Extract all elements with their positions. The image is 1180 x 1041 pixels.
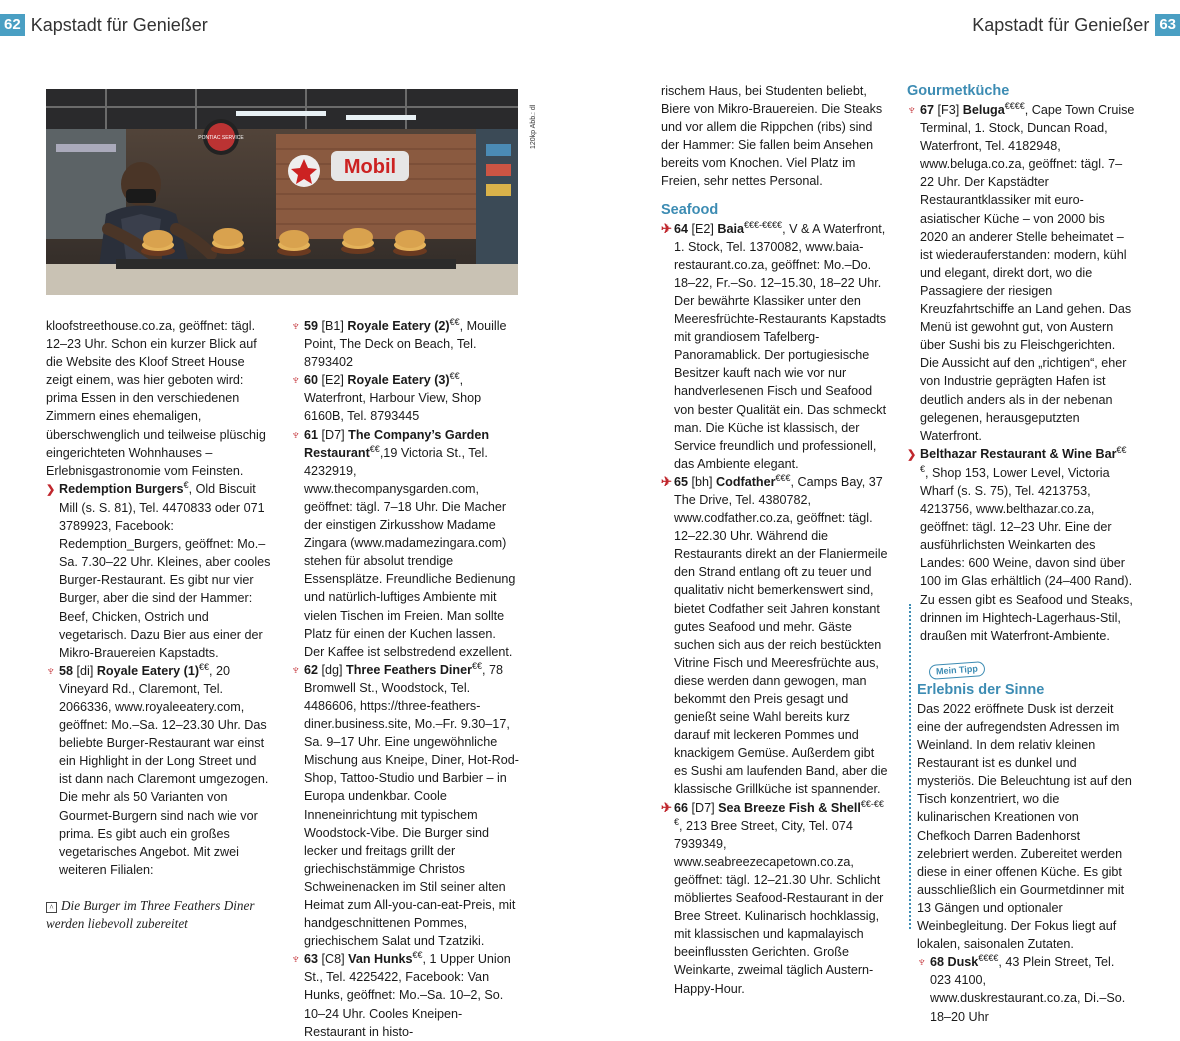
listing-text: , V & A Waterfront, 1. Stock, Tel. 1370082, www.baia-restaurant.co.za, geöffnet: Mo.–Do. 18–22, Fr.–So. 12–15.30, 18–22 Uhr. Der bewährte Klassiker unter den Meeresfrüchte-Restaurants Kapstadts mit grandiosem Tafelberg-Panoramablick. Der portugiesische Besitzer kauft nach wie vor nur handverlesenen Fisch und Seafood von bester Qualität ein. Das schmeckt man. Die Küche ist klassisch, der Service freundlich und professionell, das Ambiente elegant. [674, 221, 887, 471]
price-level: €€ [449, 316, 460, 327]
column-1 [46, 317, 272, 879]
listing-name: Baia [717, 221, 745, 236]
listing-codfather [661, 473, 889, 799]
listing-royale-eatery-2 [291, 317, 519, 371]
listing-number: 66 [674, 800, 689, 815]
listing-number: 63 [304, 952, 319, 967]
tip-dotted-rule [909, 604, 911, 929]
listing-text: , 1 Upper Union St., Tel. 4225422, Facebook: Van Hunks, geöffnet: Mo.–Sa. 10–2, So. 10–24 Uhr. Cooles Kneipen-Restaurant in histo- [304, 952, 511, 1039]
fish-icon: ✈ [661, 220, 672, 236]
listing-text: , Camps Bay, 37 The Drive, Tel. 4380782, www.codfather.co.za, geöffnet: tägl. 12–22.30 Uhr. Während die Restaurants direkt an der Flaniermeile den Strand entlang oft zu teuer und qualitativ nicht bemerkenswert sind, bietet Codfather seit Jahren konstant gutes Seafood und mehr. Gäste suchen sich aus der reich bestückten Vitrine Fisch und Meeresfrüchte aus, diese werden dann gewogen, man bekommt den Preis gesagt und genießt seine Wahl bereits kurz darauf mit leckeren Pommes und knackigem Gemüse. Außerdem gibt es Sushi am laufenden Band, aber die klassische Grillküche ist spannender. [674, 474, 888, 797]
listing-name: Royale Eatery (1) [96, 663, 200, 678]
pontiac-sign-text: PONTIAC SERVICE [198, 135, 244, 141]
price-level: €€€ [775, 472, 791, 483]
listing-name: Three Feathers Diner [346, 662, 473, 677]
price-level: €€ [449, 371, 460, 382]
listing-belthazar [907, 445, 1135, 645]
listing-number: 61 [304, 427, 319, 442]
listing-dusk [917, 953, 1135, 1025]
map-grid-ref: [di] [76, 663, 94, 678]
chevron-right-icon: ❯ [46, 483, 56, 496]
tip-title: Erlebnis der Sinne [917, 681, 1045, 698]
listing-baia [661, 220, 889, 473]
listing-name: Van Hunks [348, 952, 413, 967]
listing-number: 62 [304, 662, 319, 677]
map-grid-ref: [E2] [321, 373, 344, 388]
listing-sea-breeze [661, 799, 889, 998]
listing-number: 65 [674, 474, 689, 489]
restaurant-icon: ♆ [917, 954, 927, 970]
listing-redemption-burgers [46, 480, 272, 662]
listing-number: 67 [920, 103, 935, 117]
price-level: €€ [199, 661, 210, 672]
listing-name: Beluga [962, 103, 1005, 117]
listing-number: 68 [930, 955, 945, 970]
listing-text: , Cape Town Cruise Terminal, 1. Stock, Duncan Road, Waterfront, Tel. 4182948, www.beluga.co.za, geöffnet: tägl. 7–22 Uhr. Der Kapstädter Restaurantklassiker mit euro-asiatischer Küche – von 2000 bis 2020 an anderer Stelle beheimatet – ist wiederauferstanden: modern, kühl und elegant, direkt dort, wo die Passagiere der riesigen Kreuzfahrtschiffe an Land gehen. Das Menü ist gewohnt gut, von Austern über Sushi bis zu Fleischgerichten. Die Aussicht auf den „richtigen“, eher von Industrie geprägten Hafen ist deutlich anders als in der nebenan gelegenen, herausgeputzten Waterfront. [920, 103, 1135, 443]
right-page-header [966, 14, 1180, 36]
restaurant-icon: ♆ [291, 318, 301, 333]
left-page-header [0, 14, 214, 36]
listing-text: , Old Biscuit Mill (s. S. 81), Tel. 4470833 oder 071 3789923, Facebook: Redemption_Burgers, geöffnet: Mo.–Sa. 7.30–22 Uhr. Kleines, aber cooles Burger-Restaurant. Es gibt nur vier Burger, aber die sind der Hammer: Beef, Chicken, Ostrich und vegetarisch. Dazu Bier aus einer der Mikro-Brauereien Kapstadts. [59, 481, 271, 660]
mobil-sign-text: Mobil [343, 156, 397, 178]
kloof-street-house-continuation: kloofstreethouse.co.za, geöffnet: tägl. 12–23 Uhr. Schon ein kurzer Blick auf die Website des Kloof Street House zeigt einem, was hier geboten wird: prima Essen in den verschiedenen Zimmern eines ehemaligen, überschwenglich und teilweise plüschig eingerichteten Wohnhauses – Erlebnisgastronomie vom Feinsten. [46, 319, 266, 478]
listing-number: 60 [304, 373, 319, 388]
left-running-title: Kapstadt für Genießer [30, 14, 208, 35]
right-page-number: 63 [1155, 14, 1180, 36]
listing-three-feathers-diner [291, 661, 519, 951]
price-level: €€-€€€ [674, 798, 884, 827]
price-level: €€ [472, 660, 483, 671]
listing-beluga [907, 101, 1135, 445]
column-2 [291, 317, 519, 1041]
listing-name: Dusk [947, 955, 979, 970]
burger-diner-photo [46, 89, 518, 295]
tip-box [907, 645, 1135, 1026]
listing-name: Sea Breeze Fish & Shell [718, 800, 861, 815]
right-running-title: Kapstadt für Genießer [972, 14, 1150, 35]
fish-icon: ✈ [661, 473, 672, 489]
price-level: €€€€ [1004, 100, 1025, 111]
restaurant-icon: ♆ [291, 951, 301, 967]
listing-text: , Shop 153, Lower Level, Victoria Wharf (s. S. 75), Tel. 4213753, 4213756, www.belthazar.co.za, geöffnet: tägl. 12–23 Uhr. Eine der ausführlichsten Weinkarten des Landes: 600 Weine, davon sind über 100 im Glas erhältlich (24–400 Rand). Zu essen gibt es Seafood und Steaks, drinnen im Hightech-Lagerhaus-Stil, draußen mit Waterfront-Ambiente. [920, 465, 1133, 643]
map-grid-ref: [F3] [937, 103, 960, 117]
photo-caption [46, 897, 276, 933]
photo-illustration [46, 89, 518, 295]
restaurant-icon: ♆ [907, 102, 917, 117]
restaurant-icon: ♆ [291, 372, 301, 388]
listing-text: , 20 Vineyard Rd., Claremont, Tel. 2066336, www.royaleeatery.com, geöffnet: Mo.–Sa. 12–23.30 Uhr. Das beliebte Burger-Restaurant war einst ein Highlight in der Long Street und ist dann nach Claremont umgezogen. Die mehr als 50 Varianten von Gourmet-Burgern sind nach wie vor prima. Es gibt auch ein großes vegetarisches Angebot. Mit zwei weiteren Filialen: [59, 663, 269, 877]
listing-name: Royale Eatery (2) [347, 319, 450, 333]
chevron-right-icon: ❯ [907, 448, 917, 461]
restaurant-icon: ♆ [291, 661, 301, 677]
price-level: €€€-€€€€ [744, 219, 783, 230]
section-heading-gourmet: Gourmetküche [907, 83, 1010, 99]
restaurant-icon: ♆ [46, 662, 56, 678]
map-grid-ref: [B1] [321, 319, 344, 333]
listing-text: , 43 Plein Street, Tel. 023 4100, www.duskrestaurant.co.za, Di.–So. 18–20 Uhr [930, 955, 1126, 1024]
section-heading-seafood: Seafood [661, 201, 719, 218]
map-grid-ref: [dg] [321, 662, 343, 677]
photo-credit: 120kp Abb.: dl [530, 104, 537, 149]
listing-text: , 213 Bree Street, City, Tel. 074 7939349, www.seabreezecapetown.co.za, geöffnet: tägl. 12–21.30 Uhr. Schlicht möbliertes Seafood-Restaurant in der Bree Street. Kulinarisch hochklassig, mit klassischen und kapmalayisch beeinflussten Gerichten. Große Weinkarte, zweimal täglich Austern-Happy-Hour. [674, 818, 884, 996]
listing-text: , Mouille Point, The Deck on Beach, Tel. 8793402 [304, 319, 507, 370]
listing-number: 59 [304, 319, 319, 333]
listing-van-hunks [291, 950, 519, 1040]
listing-name: Royale Eatery (3) [347, 373, 450, 388]
fish-icon: ✈ [661, 799, 672, 815]
map-grid-ref: [E2] [691, 221, 714, 236]
caption-text: Die Burger im Three Feathers Diner werden liebevoll zubereitet [46, 898, 255, 931]
price-level: €€ [412, 950, 423, 961]
listing-text: , 78 Bromwell St., Woodstock, Tel. 4486606, https://three-feathers-diner.business.site, Mo.–Fr. 9.30–17, Sa. 9–17 Uhr. Eine ungewöhnliche Mischung aus Kneipe, Diner, Hot-Rod-Shop, Tattoo-Studio und Barbier – in Europa undenkbar. Coole Inneneinrichtung mit typischem Woodstock-Vibe. Die Burger sind lecker und freitags grillt der griechischstämmige Christos Schweinenacken im Stil seiner alten Heimat zum All-you-can-eat-Preis, mit handgeschnittenen Pommes, griechischem Salat und Tzatziki. [304, 662, 519, 949]
price-level: €€€ [920, 444, 1127, 474]
listing-text: ,19 Victoria St., Tel. 4232919, www.thecompanysgarden.com, geöffnet: tägl. 7–18 Uhr. Die Macher der einstigen Zirkusshow Madame Zingara (www.madamezingara.com) stehen für absolut trendige Essensplätze. Freundliche Bedienung und natürlich-luftiges Ambiente mit vielen Tischen im Freien. Man sollte Platz für einen der Kuchen lassen. Der Kaffee ist selbstredend exzellent. [304, 445, 516, 659]
listing-royale-eatery-1 [46, 662, 272, 879]
listing-name: Redemption Burgers [59, 481, 184, 496]
map-grid-ref: [D7] [691, 800, 715, 815]
column-3 [661, 82, 889, 998]
mein-tipp-badge: Mein Tipp [929, 661, 986, 680]
van-hunks-continuation: rischem Haus, bei Studenten beliebt, Biere von Mikro-Brauereien. Die Steaks und vor allem die Rippchen (ribs) sind der Hammer: Sie fallen beim Ansehen bereits vom Knochen. Viel Platz im Freien, sehr nettes Personal. [661, 84, 883, 189]
listing-name: Codfather [716, 474, 776, 489]
caption-arrow-icon: ^ [46, 902, 57, 913]
listing-name: The Company’s Garden Restaurant [304, 427, 490, 460]
listing-royale-eatery-3 [291, 371, 519, 425]
listing-number: 64 [674, 221, 689, 236]
price-level: € [183, 479, 189, 490]
listing-number: 58 [59, 663, 74, 678]
listing-companys-garden [291, 426, 519, 661]
map-grid-ref: [bh] [691, 474, 713, 489]
price-level: €€€€ [978, 953, 999, 964]
restaurant-icon: ♆ [291, 426, 301, 442]
listing-text: , Waterfront, Harbour View, Shop 6160B, Tel. 8793445 [304, 373, 482, 424]
price-level: €€ [369, 443, 380, 454]
listing-name: Belthazar Restaurant & Wine Bar [920, 446, 1117, 461]
map-grid-ref: [D7] [321, 427, 345, 442]
left-page-number: 62 [0, 14, 25, 36]
tip-text: Das 2022 eröffnete Dusk ist derzeit eine der aufregendsten Adressen im Weinland. In dem relativ kleinen Restaurant ist es dunkel und mysteriös. Die Beleuchtung ist auf den Tisch konzentriert, wo die kulinarischen Kreationen von Chefkoch Darren Badenhorst zelebriert werden. Zubereitet werden diese in einer offenen Küche. Es gibt ausschließlich ein Gourmetdinner mit 13 Gängen und optionaler Weinbegleitung. Der Fokus liegt auf lokalen, saisonalen Zutaten. [917, 701, 1132, 952]
column-4 [907, 82, 1135, 1026]
map-grid-ref: [C8] [321, 952, 345, 967]
